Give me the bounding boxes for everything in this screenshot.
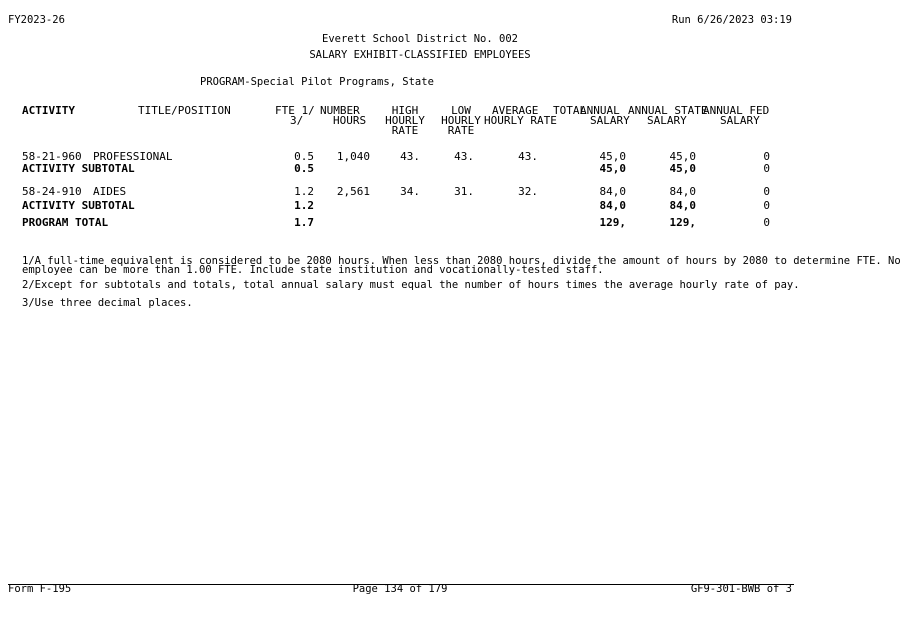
row-title: AIDES: [93, 185, 127, 198]
col-high-hourly: HOURLY: [385, 114, 425, 127]
row-activity-code: 58-21-960: [22, 150, 82, 163]
report-title: SALARY EXHIBIT-CLASSIFIED EMPLOYEES: [309, 49, 531, 61]
row-average-rate: 32.: [518, 185, 538, 198]
row-annual-fed-salary: 0: [763, 162, 770, 175]
row-activity-code: ACTIVITY SUBTOTAL: [22, 162, 135, 175]
footnote-3: 3/Use three decimal places.: [22, 297, 193, 309]
row-hours: 2,561: [336, 185, 370, 198]
row-annual-state-salary: 129,: [669, 216, 696, 229]
row-annual-fed-salary: 0: [763, 216, 770, 229]
footnote-2: 2/Except for subtotals and totals, total annual salary must equal the number of hours times the average hourly rate of pay.: [22, 279, 800, 291]
row-annual-fed-salary: 0: [763, 185, 770, 198]
row-annual-salary: 84,0: [599, 185, 626, 198]
col-annual-state: ANNUAL STATE: [628, 104, 708, 117]
page-number: Page 134 of 179: [352, 583, 448, 595]
run-timestamp: Run 6/26/2023 03:19: [671, 14, 792, 26]
row-fte: 1.2: [294, 199, 314, 212]
row-activity-code: 58-24-910: [22, 185, 82, 198]
col-annual-fed: ANNUAL FED: [703, 104, 770, 117]
col-high-rate: RATE: [391, 124, 419, 137]
col-total: TOTAL: [553, 104, 587, 117]
col-average: AVERAGE: [492, 104, 539, 117]
row-annual-fed-salary: 0: [763, 199, 770, 212]
row-activity-code: PROGRAM TOTAL: [22, 216, 109, 229]
col-low-hourly: HOURLY: [441, 114, 481, 127]
district-name: Everett School District No. 002: [322, 33, 518, 45]
row-hours: 1,040: [336, 150, 370, 163]
col-number-hours: HOURS: [333, 114, 367, 127]
form-number: Form F-195: [8, 583, 72, 595]
col-fte-note: 3/: [290, 114, 304, 127]
row-fte: 1.2: [294, 185, 314, 198]
row-annual-state-salary: 45,0: [669, 150, 696, 163]
row-annual-fed-salary: 0: [763, 150, 770, 163]
row-annual-state-salary: 45,0: [669, 162, 696, 175]
col-annual-fed-salary: SALARY: [720, 114, 760, 127]
col-number: NUMBER: [320, 104, 360, 117]
row-fte: 0.5: [294, 150, 314, 163]
col-annual: ANNUAL: [580, 104, 620, 117]
row-annual-salary: 45,0: [599, 162, 626, 175]
form-code: GF9-301-BWB of 3: [690, 583, 792, 595]
row-fte: 0.5: [294, 162, 314, 175]
col-activity: ACTIVITY: [22, 104, 75, 117]
row-low-rate: 43.: [454, 150, 474, 163]
row-average-rate: 43.: [518, 150, 538, 163]
row-high-rate: 43.: [400, 150, 420, 163]
row-annual-state-salary: 84,0: [669, 199, 696, 212]
col-fte: FTE 1/: [275, 104, 315, 117]
row-annual-salary: 45,0: [599, 150, 626, 163]
fiscal-year: FY2023-26: [8, 14, 65, 26]
col-average-hourly-rate: HOURLY RATE: [484, 114, 557, 127]
row-activity-code: ACTIVITY SUBTOTAL: [22, 199, 135, 212]
row-annual-salary: 129,: [599, 216, 626, 229]
row-annual-salary: 84,0: [599, 199, 626, 212]
col-annual-salary: SALARY: [590, 114, 630, 127]
row-fte: 1.7: [294, 216, 314, 229]
footnote-1-continued: employee can be more than 1.00 FTE. Include state institution and vocationally-tested staff.: [22, 264, 604, 276]
row-title: PROFESSIONAL: [93, 150, 173, 163]
col-annual-state-salary: SALARY: [647, 114, 687, 127]
col-high: HIGH: [391, 104, 419, 117]
col-low-rate: RATE: [447, 124, 475, 137]
program-name: PROGRAM-Special Pilot Programs, State: [200, 76, 434, 88]
row-low-rate: 31.: [454, 185, 474, 198]
row-high-rate: 34.: [400, 185, 420, 198]
row-annual-state-salary: 84,0: [669, 185, 696, 198]
col-title-position: TITLE/POSITION: [138, 104, 231, 117]
footnote-1: 1/A full-time equivalent is considered to be 2080 hours. When less than 2080 hours, divide the amount of hours by 2080 to determine FTE. No: [22, 255, 901, 267]
col-low: LOW: [451, 104, 471, 117]
